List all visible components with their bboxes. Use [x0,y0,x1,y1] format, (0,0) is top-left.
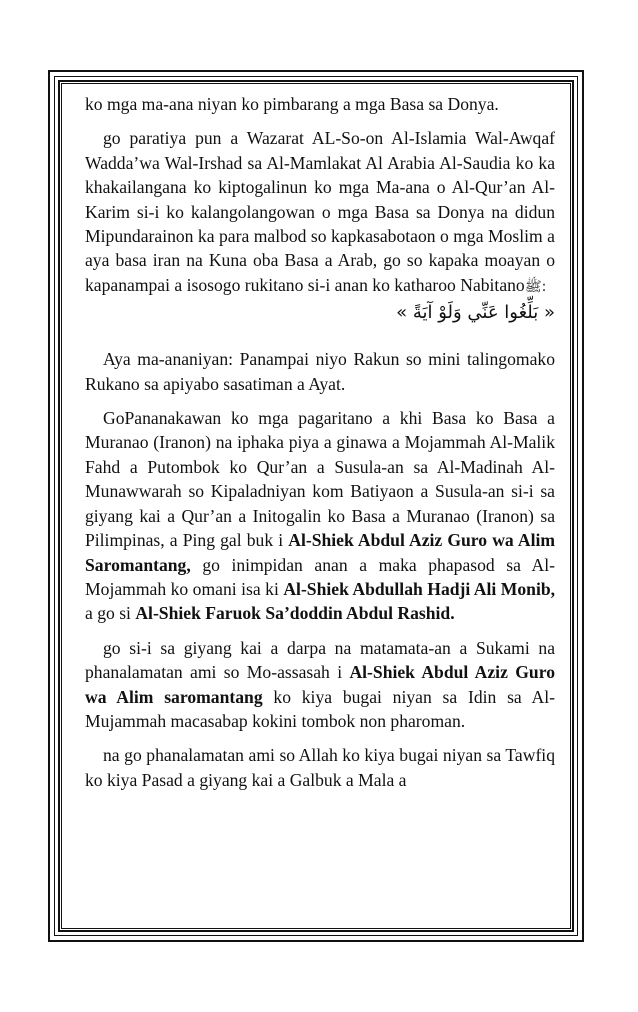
paragraph-4-text-d: a go si [85,603,136,624]
paragraph-4-bold-3: Al-Shiek Faruok Sa’doddin Abdul Rashid. [135,603,455,624]
paragraph-3: Aya ma-ananiyan: Panampai niyo Rakun so mini talingomako Rukano sa apiyabo sasatiman a Ayat. [85,349,555,394]
paragraph-2-text: go paratiya pun a Wazarat AL-So-on Al-Islamia Wal-Awqaf Wadda’wa Wal-Irshad sa Al-Mamlakat Al Arabia Al-Saudia ko ka khakailangana ko kiptogalinun ko mga Ma-ana o Al-Qur’an Al-Karim si-i ko kalangolangowan o mga Basa sa Donya na didun Mipundarainon ka para malbod so kapkasabotaon o mga Moslim a aya basa iran na Kuna oba Basa a Arab, go so kapaka moayan o kapanampai a isosogo rukitano si-i anan ko katharoo Nabitano [85,128,555,295]
paragraph-4-bold-2: Al-Shiek Abdullah Hadji Ali Monib, [283,578,556,599]
paragraph-4 [85,406,555,626]
paragraph-5-bold: Al-Shiek Abdul Aziz Guro wa Alim saromantang [85,662,555,707]
paragraph-2 [85,126,555,299]
paragraph-6: na go phanalamatan ami so Allah ko kiya bugai niyan sa Tawfiq ko kiya Pasad a giyang kai a Galbuk a Mala a [85,745,555,790]
arabic-quote: « بَلِّغُوا عَنِّي وَلَوْ آيَةً » [396,302,555,324]
paragraph-1: ko mga ma-ana niyan ko pimbarang a mga Basa sa Donya. [85,94,499,114]
paragraph-4-text-c: go inimpidan anan a maka phapasod sa Al-Mojammah ko omani isa ki [85,554,555,599]
paragraph-5-text-c: ko kiya bugai niyan sa Idin sa Al-Mujammah macasabap kokini tombok non pharoman. [85,686,555,731]
page-content [85,92,555,792]
pbuh-symbol: ﷺ: [524,278,547,295]
paragraph-5 [85,636,555,734]
paragraph-4-text-a: GoPananakawan ko mga pagaritano a khi Basa ko Basa a Muranao (Iranon) na iphaka piya a ginawa a Mojammah Al-Malik Fahd a Putombok ko Qur’an a Susula-an sa Al-Madinah Al-Munawwarah so Kipaladniyan kom Batiyaon a Susula-an si-i sa giyang kai a Qur’an a Initogalin ko Basa a Muranao (Iranon) sa Pilimpinas, a Ping gal buk i [85,408,555,551]
paragraph-4-bold-1: Al-Shiek Abdul Aziz Guro wa Alim Saromantang, [85,530,555,575]
paragraph-5-text-a: go si-i sa giyang kai a darpa na matamata-an a Sukami na phanalamatan ami so Mo-assasah i [85,637,555,683]
